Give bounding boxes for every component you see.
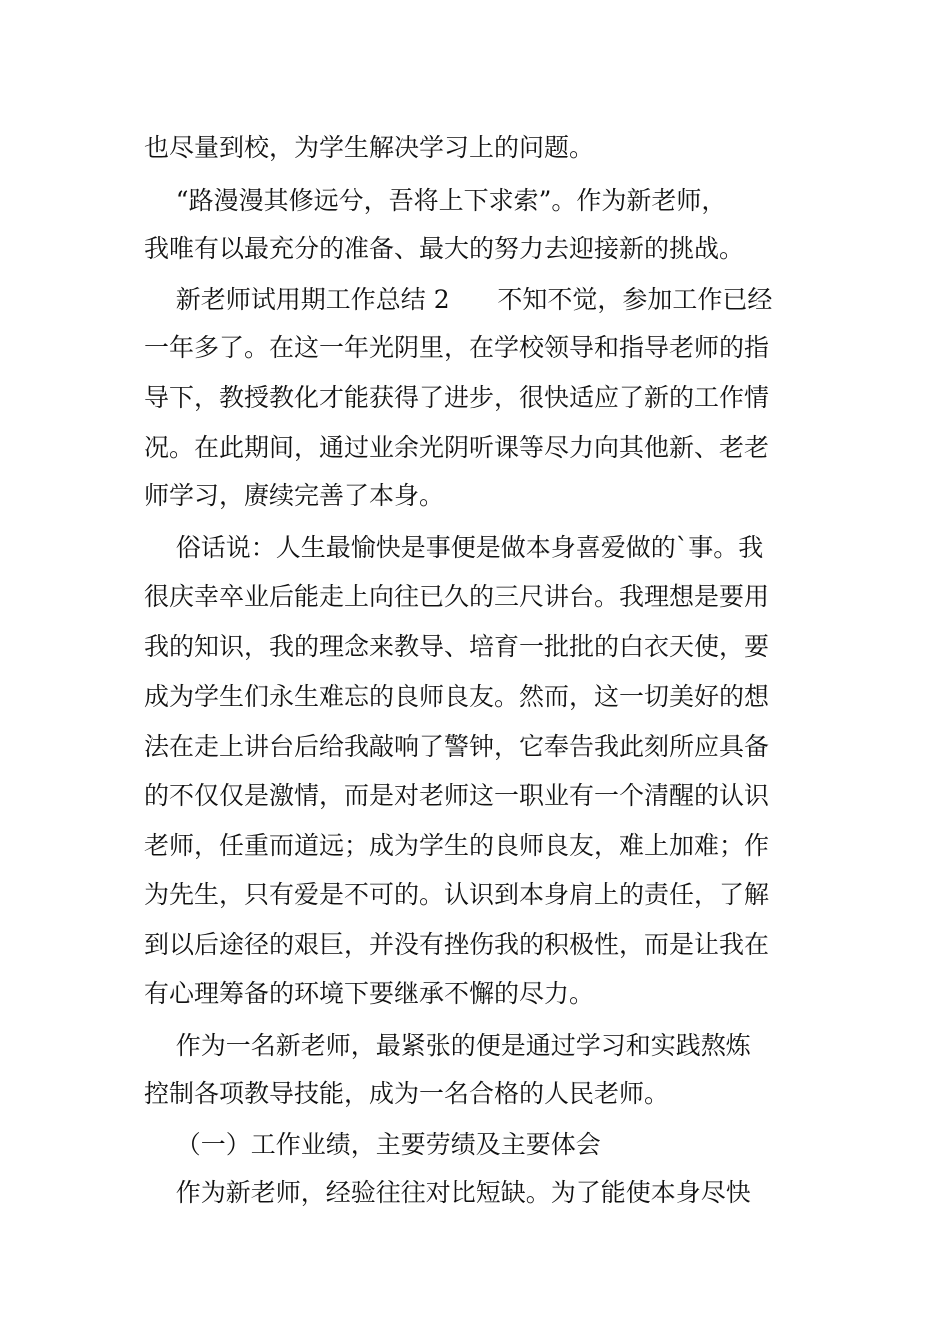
text-line: 新老师试用期工作总结 2 不知不觉，参加工作已经 xyxy=(144,285,773,314)
text-line: 成为学生们永生难忘的良师良友。然而，这一切美好的想 xyxy=(144,682,770,711)
text-line: 我唯有以最充分的准备、最大的努力去迎接新的挑战。 xyxy=(144,234,745,263)
text-line: 作为新老师，经验往往对比短缺。为了能使本身尽快 xyxy=(144,1178,751,1207)
text-line: 作为一名新老师，最紧张的便是通过学习和实践熬炼 xyxy=(144,1031,751,1060)
text-line: 我的知识，我的理念来教导、培育一批批的白衣天使，要 xyxy=(144,632,770,661)
text-line: 的不仅仅是激情，而是对老师这一职业有一个清醒的认识 xyxy=(144,781,770,810)
text-line: 有心理筹备的环境下要继承不懈的尽力。 xyxy=(144,979,595,1008)
text-line: 老师，任重而道远；成为学生的良师良友，难上加难；作 xyxy=(144,831,770,860)
text-line: 为先生，只有爱是不可的。认识到本身肩上的责任，了解 xyxy=(144,880,770,909)
text-line: 一年多了。在这一年光阴里，在学校领导和指导老师的指 xyxy=(144,333,770,362)
text-line: “路漫漫其修远兮，吾将上下求索”。作为新老师， xyxy=(144,186,727,215)
text-line: 导下，教授教化才能获得了进步，很快适应了新的工作情 xyxy=(144,383,770,412)
text-line: 法在走上讲台后给我敲响了警钟，它奉告我此刻所应具备 xyxy=(144,732,770,761)
section-heading: （一）工作业绩，主要劳绩及主要体会 xyxy=(144,1130,601,1159)
text-line: 很庆幸卒业后能走上向往已久的三尺讲台。我理想是要用 xyxy=(144,582,770,611)
text-line: 况。在此期间，通过业余光阴听课等尽力向其他新、老老 xyxy=(144,433,770,462)
text-line: 到以后途径的艰巨，并没有挫伤我的积极性，而是让我在 xyxy=(144,930,770,959)
text-line: 师学习，赓续完善了本身。 xyxy=(144,481,445,510)
text-line: 也尽量到校，为学生解决学习上的问题。 xyxy=(144,133,595,162)
text-line: 控制各项教导技能，成为一名合格的人民老师。 xyxy=(144,1079,670,1108)
text-line: 俗话说：人生最愉快是事便是做本身喜爱做的`事。我 xyxy=(144,533,764,562)
